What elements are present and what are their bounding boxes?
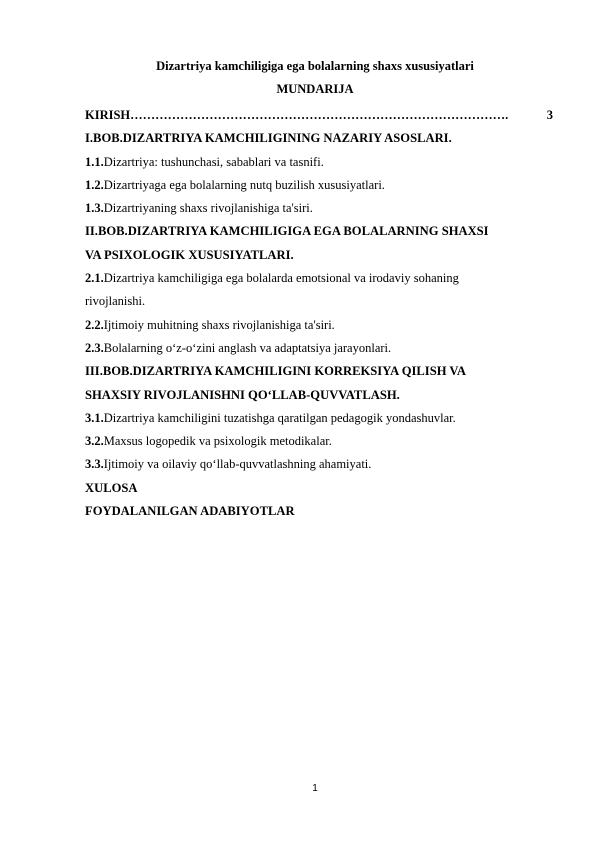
toc-item-text: Ijtimoiy va oilaviy qo‘llab-quvvatlashning ahamiyati. <box>103 457 372 472</box>
toc-chapter-2[interactable]: II.BOB.DIZARTRIYA KAMCHILIGIGA EGA BOLALARNING SHAXSI <box>85 224 489 239</box>
toc-chapter-3-cont[interactable]: SHAXSIY RIVOJLANISHNI QO‘LLAB-QUVVATLASH. <box>85 387 400 402</box>
toc-conclusion[interactable]: XULOSA <box>85 480 138 495</box>
toc-entry-intro[interactable] <box>85 104 553 127</box>
toc-chapter-2-cont[interactable]: VA PSIXOLOGIK XUSUSIYATLARI. <box>85 247 294 262</box>
toc-item-3-3[interactable] <box>85 453 553 476</box>
toc-item-number: 3.1. <box>85 410 104 425</box>
toc-item-text: Ijtimoiy muhitning shaxs rivojlanishiga ta'siri. <box>103 317 335 332</box>
toc-item-number: 1.1. <box>85 154 104 169</box>
page-number: 1 <box>312 783 318 794</box>
toc-item-text: Dizartriyaga ega bolalarning nutq buzilish xususiyatlari. <box>103 177 385 192</box>
toc-item-1-2[interactable] <box>85 174 553 197</box>
document-title: Dizartriya kamchiligiga ega bolalarning shaxs xususiyatlari <box>156 59 474 73</box>
toc-heading: MUNDARIJA <box>276 82 354 96</box>
toc-item-2-2[interactable] <box>85 314 553 337</box>
toc-item-text: Dizartriyaning shaxs rivojlanishiga ta'siri. <box>103 201 313 216</box>
toc-item-text: Dizartriya: tushunchasi, sabablari va tasnifi. <box>103 154 324 169</box>
toc-item-text: Bolalarning o‘z-o‘zini anglash va adaptatsiya jarayonlari. <box>103 340 392 355</box>
toc-chapter-1[interactable]: I.BOB.DIZARTRIYA KAMCHILIGINING NAZARIY ASOSLARI. <box>85 131 452 146</box>
toc-item-2-3[interactable] <box>85 337 553 360</box>
toc-item-3-1[interactable] <box>85 407 553 430</box>
toc-item-number: 1.3. <box>85 201 104 216</box>
toc-entry-page: 3 <box>546 108 553 122</box>
toc-references[interactable]: FOYDALANILGAN ADABIYOTLAR <box>85 504 295 519</box>
toc-item-1-1[interactable] <box>85 151 553 174</box>
toc-item-2-1-cont[interactable]: rivojlanishi. <box>85 294 146 309</box>
toc-item-1-3[interactable] <box>85 197 553 220</box>
toc-item-text: Dizartriya kamchiligiga ega bolalarda emotsional va irodaviy sohaning <box>103 271 459 286</box>
toc-leader-dots: ………………………………………………………………………………. <box>130 108 509 122</box>
toc-item-text: Maxsus logopedik va psixologik metodikalar. <box>103 434 332 449</box>
toc-item-number: 1.2. <box>85 177 104 192</box>
table-of-contents <box>85 104 553 523</box>
toc-item-number: 3.2. <box>85 434 104 449</box>
toc-item-number: 3.3. <box>85 457 104 472</box>
toc-item-number: 2.3. <box>85 340 104 355</box>
toc-item-3-2[interactable] <box>85 430 553 453</box>
toc-chapter-3[interactable]: III.BOB.DIZARTRIYA KAMCHILIGINI KORREKSIYA QILISH VA <box>85 364 466 379</box>
toc-entry-label: KIRISH <box>85 108 131 122</box>
toc-item-number: 2.2. <box>85 317 104 332</box>
toc-item-2-1[interactable] <box>85 267 553 290</box>
toc-item-text: Dizartriya kamchiligini tuzatishga qaratilgan pedagogik yondashuvlar. <box>103 410 456 425</box>
toc-item-number: 2.1. <box>85 271 104 286</box>
